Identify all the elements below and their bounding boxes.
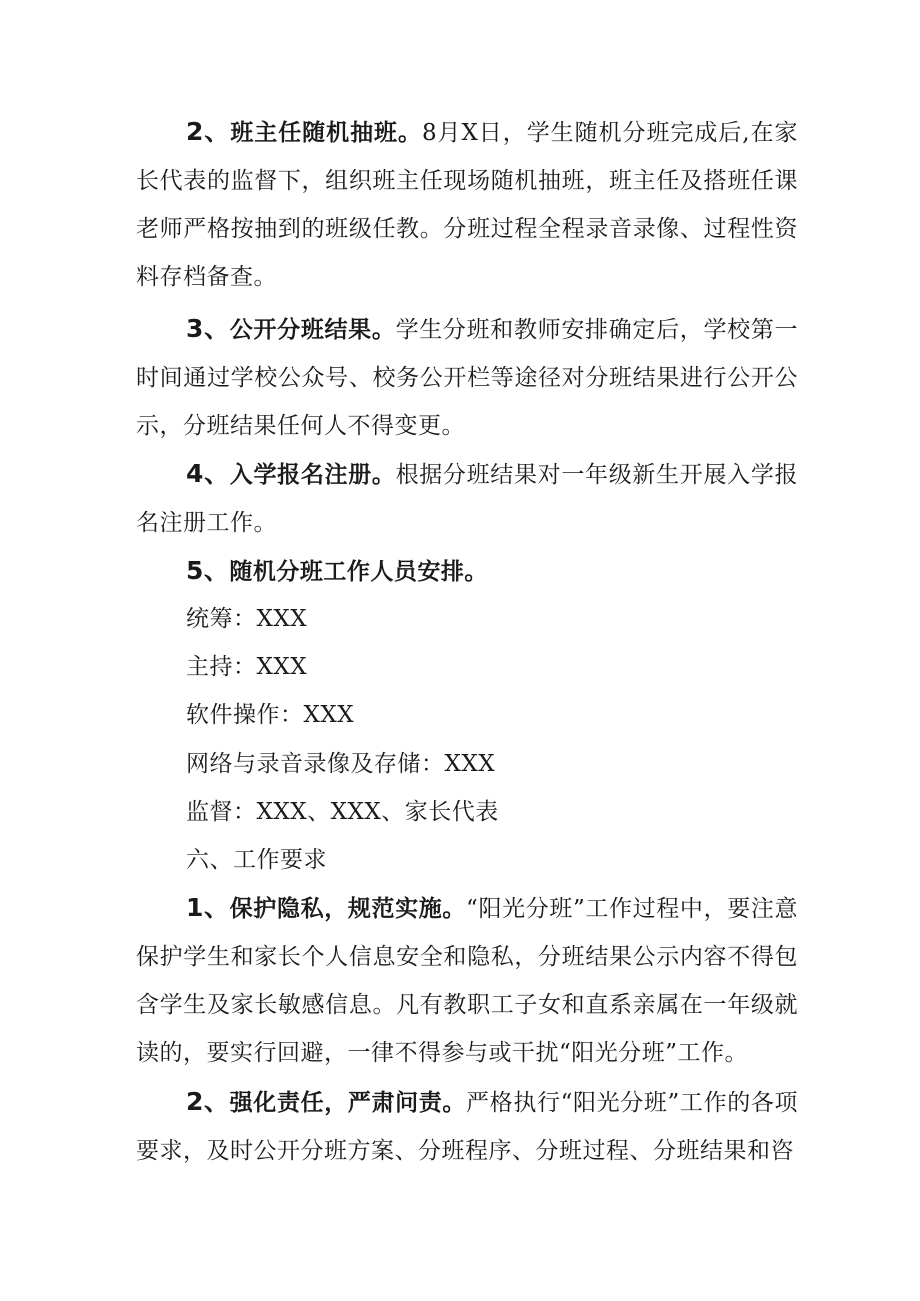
requirement-1-number: 1、 — [186, 893, 230, 922]
item-3-heading: 公开分班结果。 — [229, 317, 396, 343]
requirement-2-body: 严格执行“阳光分班”工作的各项要求，及时公开分班方案、分班程序、分班过程、分班结果和咨 — [136, 1090, 798, 1164]
requirement-2-number: 2、 — [186, 1087, 230, 1116]
item-2-heading: 班主任随机抽班。 — [230, 120, 422, 146]
item-5-heading: 随机分班工作人员安排。 — [229, 559, 488, 585]
item-4-body: 根据分班结果对一年级新生开展入学报名注册工作。 — [136, 462, 799, 536]
item-5-number: 5、 — [186, 556, 230, 585]
staff-network: 网络与录音录像及存储：XXX — [186, 751, 496, 777]
staff-supervision: 监督：XXX、XXX、家长代表 — [186, 799, 499, 825]
item-3-number: 3、 — [186, 314, 230, 343]
item-4-number: 4、 — [186, 459, 230, 488]
requirement-1-body: “阳光分班”工作过程中，要注意保护学生和家长个人信息安全和隐私，分班结果公示内容不得包含学生及家长敏感信息。凡有教职工子女和直系亲属在一年级就读的，要实行回避，一律不得参与或干扰“阳光分班”工作。 — [136, 896, 798, 1066]
requirement-2-heading: 强化责任，严肃问责。 — [229, 1090, 467, 1116]
item-5-paragraph — [136, 547, 798, 596]
item-2-number: 2、 — [186, 117, 231, 146]
item-2-body: 8月X日，学生随机分班完成后,在家长代表的监督下，组织班主任现场随机抽班，班主任及搭班任课老师严格按抽到的班级任教。分班过程全程录音录像、过程性资料存档备查。 — [136, 120, 798, 290]
requirement-1-paragraph — [136, 884, 798, 1077]
item-4-paragraph — [136, 450, 798, 547]
staff-host: 主持：XXX — [186, 654, 308, 680]
requirement-2-paragraph — [136, 1078, 798, 1175]
requirement-1-heading: 保护隐私，规范实施。 — [229, 896, 467, 922]
item-3-body: 学生分班和教师安排确定后，学校第一时间通过学校公众号、校务公开栏等途径对分班结果进行公开公示，分班结果任何人不得变更。 — [136, 317, 799, 439]
item-2-paragraph — [136, 108, 798, 301]
item-4-heading: 入学报名注册。 — [229, 462, 396, 488]
item-3-paragraph — [136, 305, 798, 450]
staff-software: 软件操作：XXX — [186, 702, 355, 728]
staff-coordinator: 统筹：XXX — [186, 606, 308, 632]
section-title: 六、工作要求 — [186, 847, 327, 873]
